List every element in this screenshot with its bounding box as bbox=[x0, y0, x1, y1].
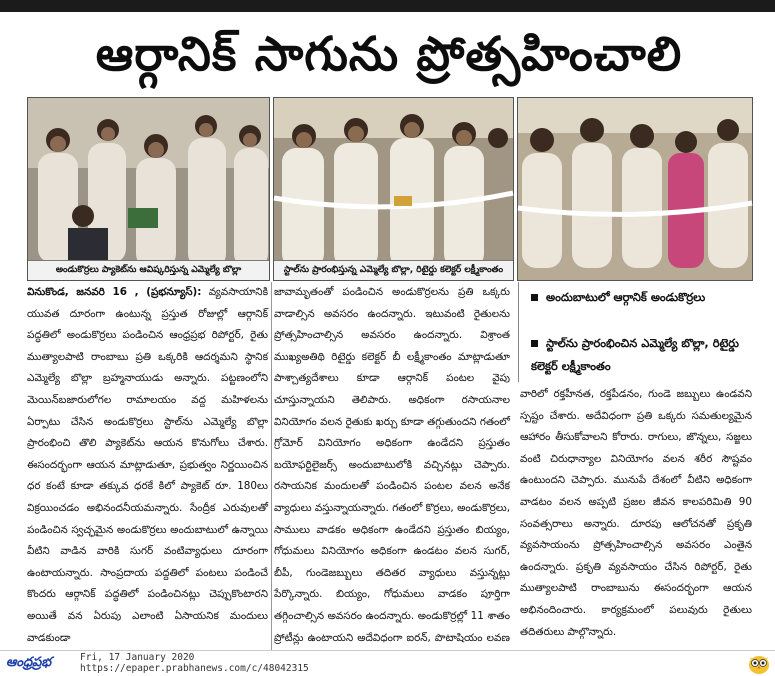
headline: ఆర్గానిక్ సాగును ప్రోత్సహించాలి bbox=[95, 27, 683, 82]
photo-packet-launch-image bbox=[28, 98, 269, 280]
highlight-item bbox=[531, 332, 743, 378]
photo-ribbon-cutting bbox=[517, 97, 753, 281]
highlight-text: స్టాల్‌ను ప్రారంభించిన ఎమ్మెల్యే బొల్లా, రిటైర్డు కలెక్టర్ లక్ష్మీకాంతం bbox=[531, 336, 739, 373]
article-column-1 bbox=[27, 282, 268, 650]
article-text: వ్యవసాయానికి యువత దూరంగా ఉంటున్న ప్రస్తుత రోజుల్లో ఆర్గానిక్ పద్ధతిలో అండుకొర్రలు పండించిన ఆంధ్రప్రభ రిపోర్టర్, రైతు ముత్యాలపాటి రాంబాబు ప్రతి ఒక్కరికి ఆదర్శమని స్థానిక ఎమ్మెల్యే బొల్లా బ్రహ్మనాయుడు అన్నారు. పట్టణంలోని మెయిన్‌బజారులోగల రామాలయం వద్ద మహిళలను ఏర్పాటు చేసిన అండుకొర్రలు స్టాల్‌ను ఎమ్మెల్యే బొల్లా ప్రారంభించి తొలి ప్యాకెట్‌ను ఆయన కొనుగోలు చేశారు. ఈసందర్భంగా ఆయన మాట్లాడుతూ, ప్రభుత్వం నిర్ణయించిన ధర కంటే కూడా తక్కువ ధరకే కిలో ప్యాకెట్ రూ. 180లు విక్రయించడం అభినందనీయమన్నారు. సేంద్రీక ఎరువులతో పండించిన స్వచ్ఛమైన అండుకొర్రలు అందుబాటులో ఉన్నాయి వీటిని వాడిన వారికి సుగర్ వంటివ్యాధులు దూరంగా ఉంటాయన్నారు. సాంప్రదాయ పద్దతిలో పంటలు పండించే కొందరు ఆర్గానిక్ పద్ధతిలో పండించినట్లు చెప్పుకొంటారని అయితే వన ఏరుపు ఎలాంటి ఏసాయనిక మందులు వాడకుండా bbox=[27, 286, 268, 644]
article-text: జావామృతంతో పండించిన అండుకొర్రలను ప్రతి ఒక్కరు వాడాల్సిన అవసరం ఉందన్నారు. ఇటువంటి రైతులను ప్రోత్సహించాల్సిన అవసరం ఉందన్నారు. విశ్రాంత ముఖ్యఅతిథి రిటైర్డు కలెక్టర్ బీ లక్ష్మీకాంతం మాట్లాడుతూ పాశ్చాత్యదేశాలు కూడా ఆర్గానిక్ పంటల వైపు చూస్తున్నాయని తెలిపారు. అధికంగా రసాయనాల వినియోగం వలన రైతుకు ఖర్చు కూడా తగ్గుతుందని గతంలో గ్రోమోర్ వినియోగం అధికంగా ఉండేదని ప్రస్తుతం బయోఫర్టిలైజర్స్ అందుబాటులోకి వచ్చినట్లు చెప్పారు. రసాయనిక మందులతో పండించిన పంటల వలన అనేక వ్యాధులు వస్తున్నాయన్నారు. గతంలో కొర్రలు, అండుకొర్రలు, సాములు వాడకం అధికంగా ఉండేదని ప్రస్తుతం బియ్యం, గోధుమలు వినియోగం అధికంగా ఉండటం వలన సుగర్, బీపీ, గుండెజబ్బులు తదితర వ్యాధులు వస్తున్నట్లు పేర్కొన్నారు. బియ్యం, గోధుమలు వాడకం పూర్తిగా తగ్గించాల్సిన అవసరం ఉందన్నారు. అండుకొర్రల్లో 11 శాతం ప్రోటీన్లు ఉంటాయని అదేవిధంగా ఐరన్, పొటాషియం లవణ bbox=[274, 286, 510, 644]
bullet-square-icon bbox=[531, 294, 538, 301]
article-column-2 bbox=[274, 282, 510, 650]
footer-url[interactable]: https://epaper.prabhanews.com/c/48042315 bbox=[80, 663, 309, 674]
article-text: వారిలో రక్తహీనత, రక్తపీడనం, గుండె జబ్బులు ఉండవని స్పష్టం చేశారు. అదేవిధంగా ప్రతి ఒక్కరు సమతుల్యమైన ఆహారం తీసుకోవాలని కోరారు. రాగులు, జొన్నలు, సజ్జలు వంటి చిరుధాన్యాల వినియోగం వలన శరీర సౌష్టవం ఉంటుందని చెప్పారు. మునుపే దేశంలో వీటిని అధికంగా వాడటం వలన అప్పటి ప్రజల జీవన కాలపరిమితి 90 సంవత్సరాలు అన్నారు. దూరపు ఆలోచనతో ప్రకృతి వ్యవసాయంను ప్రోత్సహించాల్సిన అవసరం ఎంతైన ఉందన్నారు. ప్రకృతి వ్యవసాయం చేసిన రిపోర్టర్, రైతు ముత్యాలపాటి రాంబాబును ఈసందర్భంగా ఆయన అభినందించారు. కార్యక్రమంలో పలువురు రైతులు తదితరులు పాల్గొన్నారు. bbox=[520, 388, 752, 638]
photo-caption: అండుకొర్రలు ప్యాకెట్‌ను ఆవిష్కరిస్తున్న ఎమ్మెల్యే బొల్లా bbox=[28, 260, 269, 280]
photo-stall-inauguration-image bbox=[274, 98, 513, 280]
highlight-item bbox=[531, 286, 743, 309]
footer-date: Fri, 17 January 2020 bbox=[80, 652, 195, 663]
article-column-3 bbox=[520, 384, 752, 650]
highlights-box bbox=[518, 282, 753, 382]
photo-stall-inauguration bbox=[273, 97, 514, 281]
dateline: వినుకొండ, జనవరి 16 , (ప్రభన్యూస్): bbox=[27, 286, 202, 298]
photo-ribbon-cutting-image bbox=[518, 98, 752, 280]
footer bbox=[0, 650, 775, 676]
photo-caption: స్టాల్‌ను ప్రారంభిస్తున్న ఎమ్మెల్యే బొల్లా, రిటైర్డు కలెక్టర్ లక్ష్మీకాంతం bbox=[274, 260, 513, 280]
andhraprabha-logo[interactable]: ఆంధ్రప్రభ bbox=[6, 655, 52, 670]
owl-logo-icon bbox=[748, 653, 770, 674]
column-divider bbox=[271, 282, 272, 650]
photo-packet-launch bbox=[27, 97, 270, 281]
previous-section-strip bbox=[0, 0, 775, 12]
highlight-text: అందుబాటులో ఆర్గానిక్ అండుకొర్రలు bbox=[546, 290, 706, 304]
bullet-square-icon bbox=[531, 340, 538, 347]
